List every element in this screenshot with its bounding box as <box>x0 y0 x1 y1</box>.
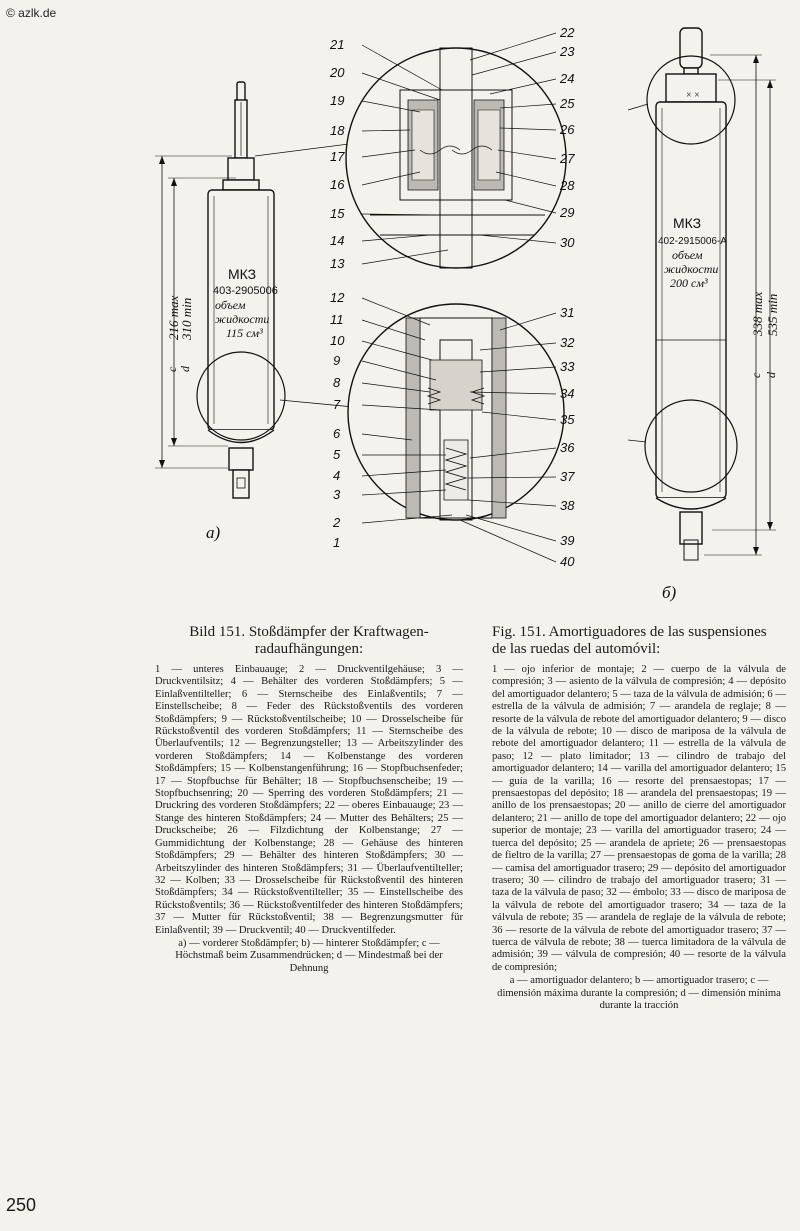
stamp-line-2: 403-2905006 <box>213 285 278 297</box>
upper-detail-view <box>346 48 566 268</box>
stamp-line-3: объем <box>672 248 703 262</box>
svg-text:× ×: × × <box>686 90 700 101</box>
caption-de-notes: a) — vorderer Stoßdämpfer; b) — hinterer Stoßdämpfer; c — Höchstmaß beim Zusammendrücken; d — Mindestmaß bei der Dehnung <box>175 937 443 974</box>
stamp-line-1: МКЗ <box>228 266 257 282</box>
callout-number: 23 <box>560 44 575 59</box>
caption-de-legend: 1 — unteres Einbauauge; 2 — Druckventilgehäuse; 3 — Druckventilsitz; 4 — Behälter des vorderen Stoßdämpfers; 5 — Einlaßventilteller; 6 — Sternscheibe des Einlaßventils; 7 — Einstellscheibe; 8 — Feder des Rückstoßventils des vorderen Stoßdämpfers; 9 — Rückstoßventilscheibe; 10 — Drosselscheibe für Rückstoßventil des vorderen Stoßdämpfers; 11 — Sternscheibe des Überlaufventils; 12 — Begrenzungsteller; 13 — Arbeitszylinder des vorderen Stoßdämpfers; 14 — Kolbenstange des vorderen Stoßdämpfers; 15 — Kolbenstangenführung; 16 — Stopfbuchsenfeder; 17 — Stopfbuchse für Behälter; 18 — Stopfbuchsenscheibe; 19 — Stopfbuchsenring; 20 — Sperring des vorderen Stoßdämpfers; 21 — Druckring des vorderen Stoßdämpfers; 22 — oberes Einbauauge; 23 — Stange des hinteren Stoßdämpfers; 24 — Mutter des Behälters; 25 — Druckscheibe; 26 — Filzdichtung der Kolbenstange; 27 — Gummidichtung der Kolbenstange; 28 — Gehäuse des hinteren Stoßdämpfers; 29 — Behälter des hinteren Stoßdämpfers; 30 — Arbeitszylinder des hinteren Stoßdämpfers; 31 — Überlaufventilteller; 32 — Kolben; 33 — Drosselscheibe für Rückstoßventil des hinteren Stoßdämpfers; 34 — Rückstoßventilteller; 35 — Einstellscheibe des Rückstoßventils; 36 — Rückstoßventilfeder des hinteren Stoßdämpfers; 37 — Mutter für Rückstoßventil; 38 — Begrenzungsmutter für Einlaßventil; 39 — Druckventil; 40 — Druckventilfeder. <box>155 664 463 936</box>
dimension-c-value: 216 max <box>166 295 181 340</box>
dimension-c-label: c <box>165 366 179 372</box>
stamp-line-4: жидкости <box>664 262 719 276</box>
callout-number: 8 <box>333 375 341 390</box>
callout-number: 10 <box>330 333 345 348</box>
dimension-d-value: 535 min <box>765 293 780 336</box>
caption-es-title: Fig. 151. Amortiguadores de las suspensiones de las ruedas del automóvil: <box>492 624 767 657</box>
callout-number: 26 <box>560 122 575 137</box>
watermark: © azlk.de <box>6 6 57 20</box>
callout-number: 16 <box>330 177 345 192</box>
stamp-line-1: МКЗ <box>673 215 702 231</box>
callout-number: 31 <box>560 305 575 320</box>
callout-number: 18 <box>330 123 345 138</box>
caption-de-body <box>155 664 463 975</box>
stamp-line-3: объем <box>215 298 246 312</box>
dimension-d-label: d <box>178 366 192 372</box>
panel-label-a: a) <box>206 523 221 542</box>
callout-numbers-right <box>559 25 575 569</box>
callout-number: 36 <box>560 440 575 455</box>
dimension-c-value: 338 max <box>750 291 765 336</box>
stamp-line-5: 200 см³ <box>670 276 708 290</box>
callout-number: 5 <box>333 447 341 462</box>
caption-es-body <box>492 664 786 1012</box>
callout-number: 14 <box>330 233 345 248</box>
callout-number: 27 <box>560 151 575 166</box>
callout-number: 39 <box>560 533 575 548</box>
callout-number: 24 <box>560 71 575 86</box>
callout-number: 2 <box>333 515 341 530</box>
callout-number: 17 <box>330 149 345 164</box>
dimension-d-label: d <box>764 372 778 378</box>
callout-number: 35 <box>560 412 575 427</box>
callout-number: 6 <box>333 426 341 441</box>
stamp-line-4: жидкости <box>215 312 270 326</box>
callout-number: 7 <box>333 397 341 412</box>
callout-number: 40 <box>560 554 575 569</box>
stamp-line-2: 402-2915006-А <box>658 236 727 247</box>
caption-es-legend: 1 — ojo inferior de montaje; 2 — cuerpo de la válvula de compresión; 3 — asiento de la válvula de compresión; 4 — depósito del amortiguador delantero; 5 — taza de la válvula de admisión; 6 — estrella de la válvula de admisión; 7 — arandela de reglaje; 8 — resorte de la válvula de rebote del amortiguador delantero; 9 — disco de la válvula de rebote; 10 — disco de mariposa de la válvula de rebote del amortiguador delantero; 11 — estrella de la válvula de paso; 12 — plato limitador; 13 — cilindro de trabajo del amortiguador delantero; 14 — varilla del amortiguador delantero; 15 — guía de la varilla; 16 — resorte del prensaestopas; 17 — prensaestopas del depósito; 18 — arandela del prensaestopas; 19 — anillo de los prensaestopas; 20 — anillo de cierre del amortiguador delantero; 21 — anillo de tope del amortiguador delantero; 22 — ojo superior de montaje; 23 — varilla del amortiguador trasero; 24 — tuerca del depósito; 25 — arandela de apriete; 26 — prensaestopas de fieltro de la varilla; 27 — prensaestopas de goma de la varilla; 28 — camisa del amortiguador trasero; 29 — depósito del amortiguador trasero; 30 — cilindro de trabajo del amortiguador trasero; 31 — taza de la válvula de paso; 32 — émbolo; 33 — disco de mariposa de la válvula de rebote del amortiguador trasero; 34 — taza de la válvula de rebote; 35 — arandela de reglaje de la válvula de rebote; 36 — resorte de la válvula de rebote del amortiguador trasero; 37 — tuerca de válvula de rebote; 38 — tuerca limitadora de la válvula de admisión; 39 — válvula de compresión; 40 — resorte de la válvula de compresión; <box>492 664 786 973</box>
callout-number: 11 <box>330 312 344 327</box>
callout-number: 20 <box>330 65 345 80</box>
callout-number: 21 <box>330 37 345 52</box>
callout-number: 33 <box>560 359 575 374</box>
callout-number: 13 <box>330 256 345 271</box>
caption-es-notes: a — amortiguador delantero; b — amortiguador trasero; c — dimensión máxima durante la compresión; d — dimensión mínima durante la tracción <box>497 975 781 1011</box>
callout-number: 19 <box>330 93 345 108</box>
dimension-d-value: 310 min <box>179 297 194 340</box>
callout-number: 1 <box>333 535 341 550</box>
lower-detail-view <box>348 304 564 520</box>
callout-number: 30 <box>560 235 575 250</box>
callout-number: 38 <box>560 498 575 513</box>
callout-number: 34 <box>560 386 575 401</box>
callout-number: 9 <box>333 353 341 368</box>
callout-number: 32 <box>560 335 575 350</box>
callout-number: 3 <box>333 487 341 502</box>
callout-numbers-left <box>329 37 345 550</box>
caption-de-title: Bild 151. Stoßdämpfer der Kraftwagen-radaufhängungen: <box>189 624 429 657</box>
dimension-c-label: c <box>749 372 763 378</box>
stamp-line-5: 115 см³ <box>226 326 263 340</box>
callout-number: 15 <box>330 206 345 221</box>
callout-number: 12 <box>330 290 345 305</box>
callout-number: 4 <box>333 468 341 483</box>
callout-number: 22 <box>560 25 575 40</box>
callout-number: 37 <box>560 469 575 484</box>
panel-label-b: б) <box>662 583 677 602</box>
page-number: 250 <box>6 1195 37 1215</box>
callout-number: 25 <box>560 96 575 111</box>
callout-number: 29 <box>560 205 575 220</box>
callout-number: 28 <box>560 178 575 193</box>
